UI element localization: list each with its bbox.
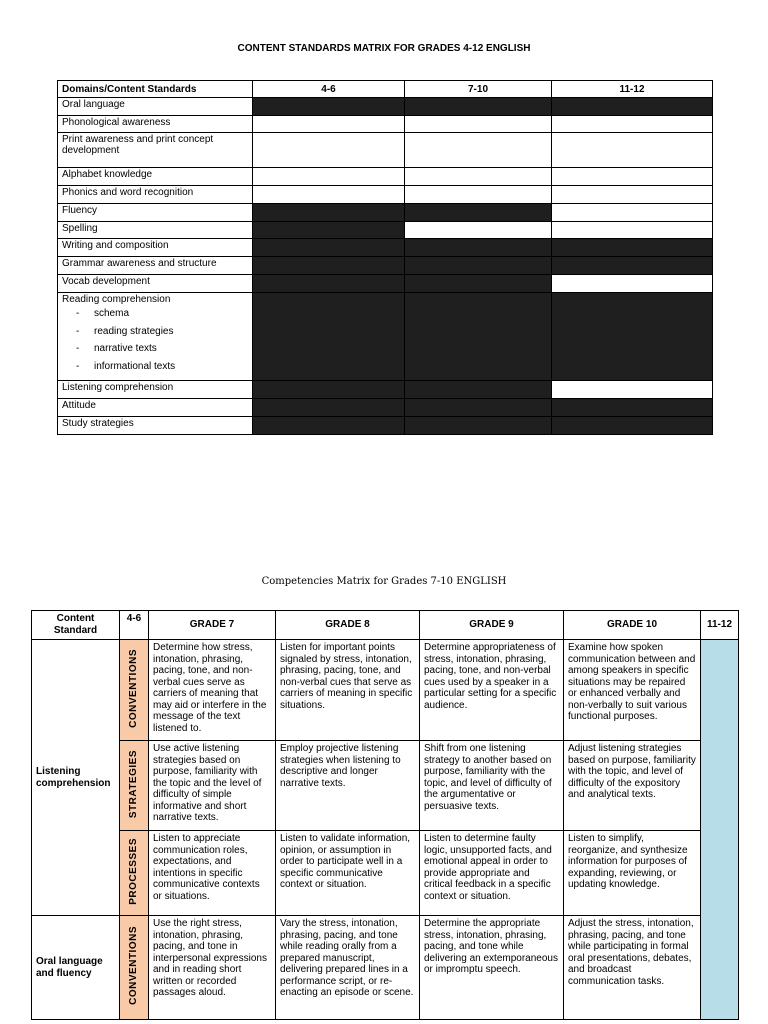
domain-label — [58, 275, 253, 293]
domain-name: Fluency — [62, 205, 98, 216]
standards-row — [58, 275, 713, 293]
competencies-table — [31, 610, 739, 1020]
column-11-12-shaded — [701, 640, 739, 1020]
listening-strategies-grade-8: Employ projective listening strategies when listening to descriptive and longer narrative texts. — [276, 741, 420, 831]
grade-cell-7-10-empty — [405, 186, 552, 204]
grade-cell-11-12-empty — [552, 222, 713, 239]
standards-row — [58, 116, 713, 133]
listening-strategies-row — [32, 741, 739, 831]
grade-cell-4-6-covered — [253, 98, 405, 116]
domain-name: Study strategies — [62, 418, 134, 429]
domain-label — [58, 116, 253, 133]
grade-cell-11-12-empty — [552, 116, 713, 133]
domain-subitem — [62, 323, 248, 341]
standards-row — [58, 186, 713, 204]
domain-name: Spelling — [62, 223, 98, 234]
listening-strategies-grade-10: Adjust listening strategies based on purpose, familiarity with the topic, and level of difficulty of the expository and analytical texts. — [564, 741, 701, 831]
listening-conventions-grade-8: Listen for important points signaled by stress, intonation, phrasing, pacing, tone, and non-verbal cues that serve as carriers of meaning in specific situations. — [276, 640, 420, 741]
domain-label — [58, 257, 253, 275]
domain-name: Grammar awareness and structure — [62, 258, 217, 269]
listening-strategies-grade-7: Use active listening strategies based on purpose, familiarity with the topic and the level of difficulty of simple informative and short narrative texts. — [149, 741, 276, 831]
content-standards-table — [57, 80, 713, 435]
header-content-standard: Content Standard — [32, 611, 120, 640]
grade-cell-4-6-covered — [253, 222, 405, 239]
domain-name: Print awareness and print concept development — [62, 134, 214, 156]
bullet-dash: - — [76, 325, 80, 337]
standards-row — [58, 417, 713, 435]
listening-conventions-grade-9: Determine appropriateness of stress, intonation, phrasing, pacing, tone, and non-verbal cues used by a speaker in a particular setting for a specific audience. — [420, 640, 564, 741]
grade-cell-7-10-covered — [405, 417, 552, 435]
grade-cell-4-6-covered — [253, 239, 405, 257]
oral-conventions-grade-10: Adjust the stress, intonation, phrasing, pacing, and tone while participating in formal oral presentations, debates, and broadcast communication tasks. — [564, 916, 701, 1020]
domain-label — [58, 98, 253, 116]
domain-label — [58, 399, 253, 417]
grade-cell-7-10-covered — [405, 293, 552, 381]
subitem-text: schema — [94, 308, 130, 319]
grade-cell-4-6-covered — [253, 381, 405, 399]
grade-cell-11-12-empty — [552, 381, 713, 399]
header-grade-4-6: 4-6 — [253, 81, 405, 98]
grade-cell-7-10-empty — [405, 133, 552, 168]
domain-name: Writing and composition — [62, 240, 169, 251]
listening-processes-grade-8: Listen to validate information, opinion, or assumption in order to participate well in a specific communicative context or situation. — [276, 831, 420, 916]
grade-cell-4-6-empty — [253, 116, 405, 133]
listening-conventions-row — [32, 640, 739, 741]
domain-name: Phonological awareness — [62, 117, 171, 128]
standards-row — [58, 168, 713, 186]
grade-cell-11-12-empty — [552, 133, 713, 168]
standard-oral-language-fluency: Oral language and fluency — [32, 916, 120, 1020]
grade-cell-7-10-covered — [405, 239, 552, 257]
standards-row — [58, 222, 713, 239]
bullet-dash: - — [76, 308, 80, 319]
grade-cell-11-12-covered — [552, 417, 713, 435]
grade-cell-4-6-covered — [253, 204, 405, 222]
header-grade-10: GRADE 10 — [564, 611, 701, 640]
grade-cell-4-6-covered — [253, 275, 405, 293]
domain-subitem — [62, 340, 248, 358]
bullet-dash: - — [76, 343, 80, 354]
grade-cell-11-12-empty — [552, 204, 713, 222]
grade-cell-7-10-covered — [405, 381, 552, 399]
grade-cell-7-10-covered — [405, 275, 552, 293]
domain-name: Vocab development — [62, 276, 150, 287]
domain-name: Oral language — [62, 99, 125, 110]
header-grade-11-12: 11-12 — [552, 81, 713, 98]
header-grade-7-10: 7-10 — [405, 81, 552, 98]
domain-name: Listening comprehension — [62, 382, 174, 393]
grade-cell-7-10-covered — [405, 204, 552, 222]
grade-cell-11-12-covered — [552, 399, 713, 417]
standards-row — [58, 204, 713, 222]
standards-row — [58, 381, 713, 399]
domain-label — [58, 239, 253, 257]
domain-label — [58, 186, 253, 204]
domain-subitem — [62, 358, 248, 376]
domain-name: Alphabet knowledge — [62, 169, 153, 180]
domain-label — [58, 168, 253, 186]
oral-conventions-grade-8: Vary the stress, intonation, phrasing, pacing, and tone while reading orally from a prepared manuscript, delivering prepared lines in a performance script, or re-enacting an episode or scene. — [276, 916, 420, 1020]
header-4-6: 4-6 — [120, 611, 149, 640]
subitem-text: reading strategies — [94, 325, 174, 337]
domain-name: Reading comprehension — [62, 294, 171, 305]
grade-cell-11-12-empty — [552, 275, 713, 293]
grade-cell-4-6-covered — [253, 399, 405, 417]
header-domains: Domains/Content Standards — [58, 81, 253, 98]
grade-cell-4-6-covered — [253, 257, 405, 275]
standards-row — [58, 239, 713, 257]
grade-cell-7-10-empty — [405, 222, 552, 239]
domain-label — [58, 293, 253, 381]
grade-cell-11-12-covered — [552, 239, 713, 257]
listening-strategies-grade-9: Shift from one listening strategy to another based on purpose, familiarity with the topic, and level of difficulty of the argumentative or persuasive texts. — [420, 741, 564, 831]
grade-cell-7-10-covered — [405, 257, 552, 275]
domain-name: Attitude — [62, 400, 96, 411]
grade-cell-4-6-covered — [253, 293, 405, 381]
grade-cell-7-10-covered — [405, 399, 552, 417]
grade-cell-4-6-covered — [253, 417, 405, 435]
grade-cell-7-10-empty — [405, 116, 552, 133]
standards-header-row — [58, 81, 713, 98]
category-conventions: CONVENTIONS — [120, 640, 149, 741]
listening-conventions-grade-10: Examine how spoken communication between and among speakers in specific situations may be repaired or enhanced verbally and non-verbally to suit various functional purposes. — [564, 640, 701, 741]
listening-processes-grade-7: Listen to appreciate communication roles, expectations, and intentions in specific communicative contexts or situations. — [149, 831, 276, 916]
oral-conventions-grade-9: Determine the appropriate stress, intonation, phrasing, pacing, and tone while delivering an extemporaneous or impromptu speech. — [420, 916, 564, 1020]
grade-cell-11-12-empty — [552, 186, 713, 204]
grade-cell-11-12-covered — [552, 257, 713, 275]
grade-cell-4-6-empty — [253, 186, 405, 204]
standard-listening-comprehension: Listening comprehension — [32, 640, 120, 916]
oral-conventions-grade-7: Use the right stress, intonation, phrasing, pacing, and tone in interpersonal expressions and in reading short written or recorded passages aloud. — [149, 916, 276, 1020]
domain-label — [58, 204, 253, 222]
standards-row — [58, 399, 713, 417]
standards-row — [58, 133, 713, 168]
domain-label — [58, 417, 253, 435]
grade-cell-7-10-covered — [405, 98, 552, 116]
category-conventions-oral: CONVENTIONS — [120, 916, 149, 1020]
grade-cell-4-6-empty — [253, 133, 405, 168]
domain-label — [58, 381, 253, 399]
header-grade-7: GRADE 7 — [149, 611, 276, 640]
subitem-text: informational texts — [94, 360, 176, 372]
standards-matrix-title: CONTENT STANDARDS MATRIX FOR GRADES 4-12 ENGLISH — [237, 43, 531, 54]
standards-row — [58, 98, 713, 116]
category-strategies: STRATEGIES — [120, 741, 149, 831]
subitem-text: narrative texts — [94, 343, 157, 354]
header-grade-9: GRADE 9 — [420, 611, 564, 640]
domain-label — [58, 133, 253, 168]
listening-processes-row — [32, 831, 739, 916]
competencies-matrix-title: Competencies Matrix for Grades 7-10 ENGLISH — [261, 576, 507, 587]
listening-processes-grade-10: Listen to simplify, reorganize, and synthesize information for purposes of expanding, reviewing, or updating knowledge. — [564, 831, 701, 916]
category-processes: PROCESSES — [120, 831, 149, 916]
competencies-header-row — [32, 611, 739, 640]
standards-row — [58, 293, 713, 381]
listening-processes-grade-9: Listen to determine faulty logic, unsupported facts, and emotional appeal in order to provide appropriate and critical feedback in a specific context or situation. — [420, 831, 564, 916]
domain-label — [58, 222, 253, 239]
grade-cell-11-12-empty — [552, 168, 713, 186]
header-11-12: 11-12 — [701, 611, 739, 640]
standards-row — [58, 257, 713, 275]
oral-conventions-row — [32, 916, 739, 1020]
grade-cell-11-12-covered — [552, 98, 713, 116]
listening-conventions-grade-7: Determine how stress, intonation, phrasing, pacing, tone, and non-verbal cues serve as carriers of meaning that may aid or interfere in the message of the text listened to. — [149, 640, 276, 741]
grade-cell-11-12-covered — [552, 293, 713, 381]
domain-name: Phonics and word recognition — [62, 187, 194, 198]
bullet-dash: - — [76, 360, 80, 372]
domain-subitem — [62, 305, 248, 323]
header-grade-8: GRADE 8 — [276, 611, 420, 640]
grade-cell-7-10-empty — [405, 168, 552, 186]
grade-cell-4-6-empty — [253, 168, 405, 186]
